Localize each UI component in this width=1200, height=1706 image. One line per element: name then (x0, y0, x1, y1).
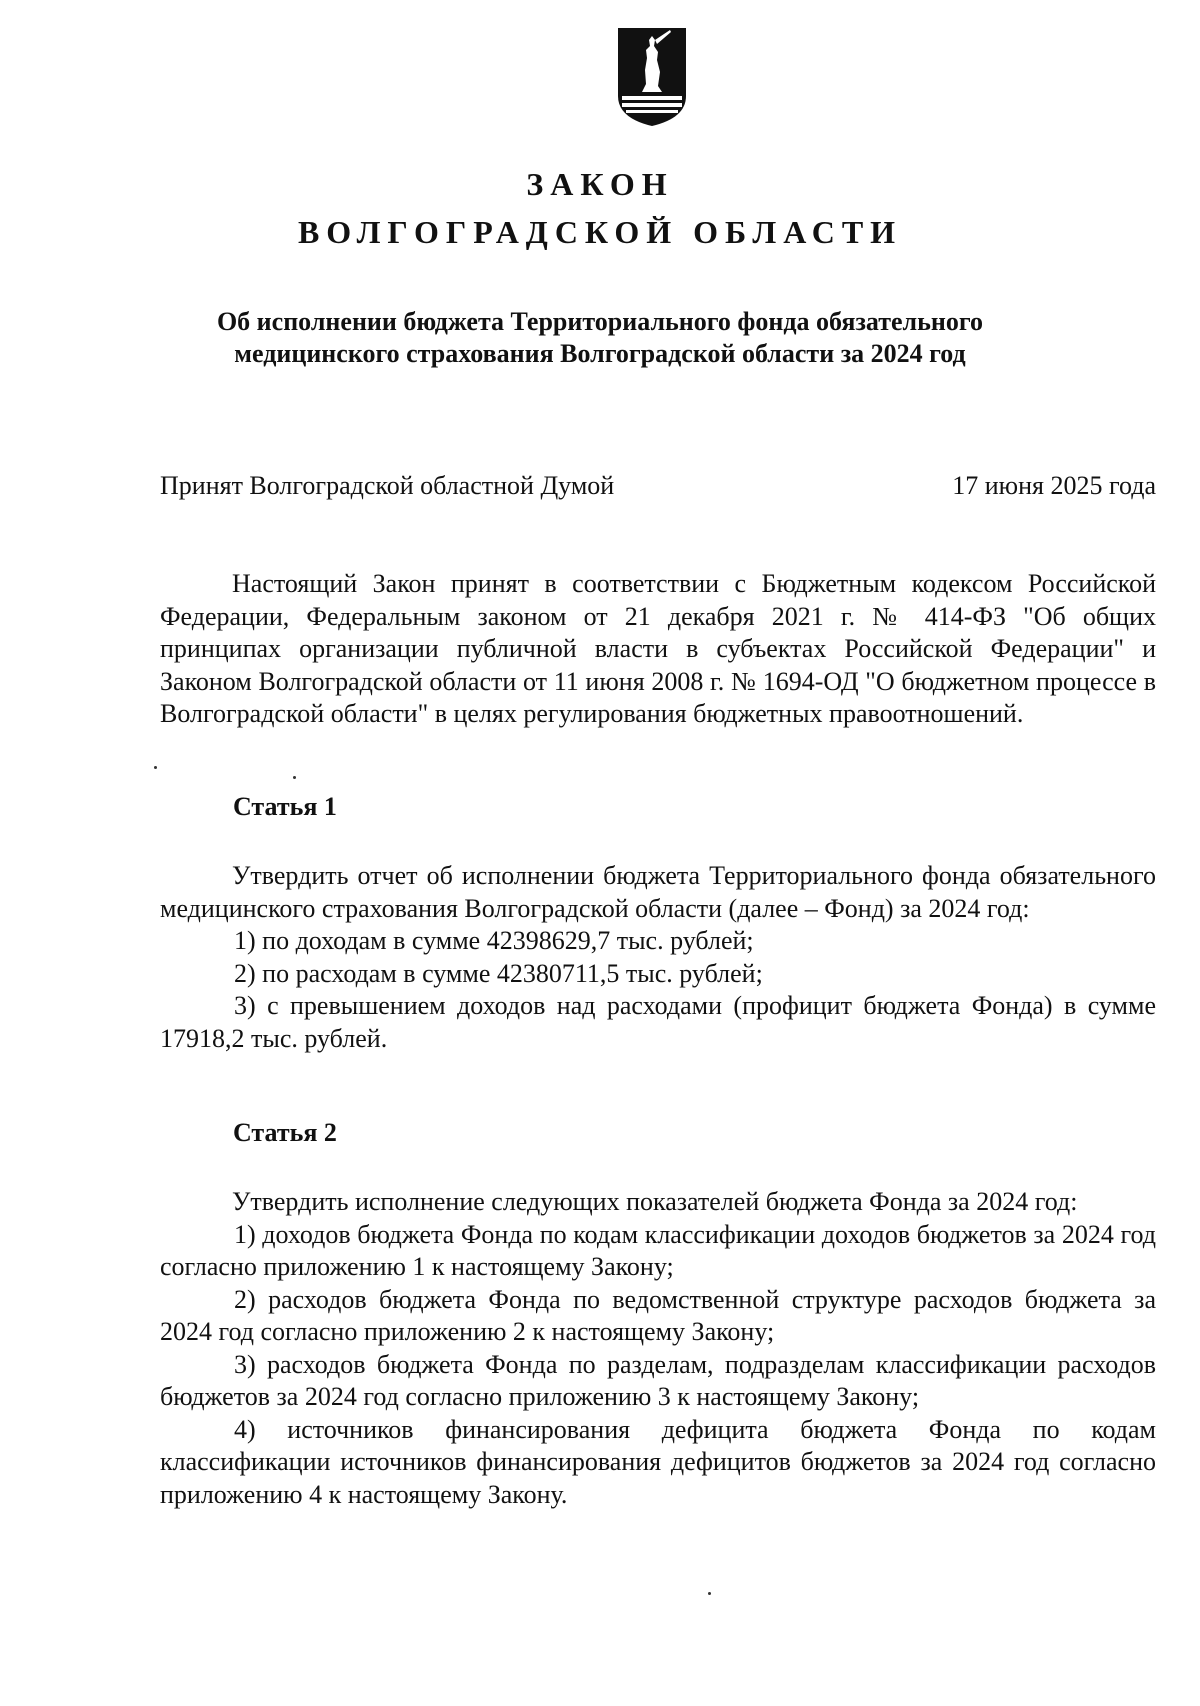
article-1-heading: Статья 1 (233, 792, 337, 821)
adoption-line (160, 470, 1156, 502)
law-subject (200, 306, 1000, 370)
article-2-intro: Утвердить исполнение следующих показателей бюджета Фонда за 2024 год: (232, 1187, 1078, 1216)
adoption-date: 17 июня 2025 года (952, 471, 1156, 500)
region-title: ВОЛГОГРАДСКОЙ ОБЛАСТИ (297, 214, 903, 250)
adopted-by: Принят Волгоградской областной Думой (160, 471, 615, 500)
scan-speck (154, 766, 157, 769)
list-item: 1) по доходам в сумме 42398629,7 тыс. рублей; (234, 926, 754, 955)
article-2-heading: Статья 2 (233, 1118, 337, 1147)
list-item: 2) расходов бюджета Фонда по ведомственной структуре расходов бюджета за 2024 год согласно приложению 2 к настоящему Закону; (160, 1284, 1156, 1346)
list-item: 2) по расходам в сумме 42380711,5 тыс. рублей; (234, 958, 763, 988)
article-1-body (160, 860, 1156, 1055)
preamble (160, 568, 1156, 731)
preamble-text: Настоящий Закон принят в соответствии с Бюджетным кодексом Российской Федерации, Федеральным законом от 21 декабря 2021 г. № 414-ФЗ "Об общих принципах организации публичной власти в субъектах Российской Федерации" и Законом Волгоградской области от 11 июня 2008 г. № 1694-ОД "О бюджетном процессе в Волгоградской области" в целях регулирования бюджетных правоотношений. (160, 569, 1156, 728)
list-item: 1) доходов бюджета Фонда по кодам классификации доходов бюджетов за 2024 год согласно приложению 1 к настоящему Закону; (160, 1219, 1156, 1281)
list-item: 3) с превышением доходов над расходами (профицит бюджета Фонда) в сумме 17918,2 тыс. рублей. (160, 991, 1156, 1053)
article-2-body (160, 1186, 1156, 1511)
law-subject-line: Об исполнении бюджета Территориального фонда обязательного (216, 307, 984, 336)
scan-speck (293, 776, 296, 779)
article-1-intro: Утвердить отчет об исполнении бюджета Территориального фонда обязательного медицинского страхования Волгоградской области (далее – Фонд) за 2024 год: (160, 861, 1156, 923)
coat-of-arms-icon (616, 26, 688, 128)
law-title: ЗАКОН (526, 166, 674, 202)
list-item: 4) источников финансирования дефицита бюджета Фонда по кодам классификации источников финансирования дефицитов бюджетов за 2024 год согласно приложению 4 к настоящему Закону. (160, 1414, 1156, 1509)
law-subject-line: медицинского страхования Волгоградской области за 2024 год (234, 339, 966, 368)
list-item: 3) расходов бюджета Фонда по разделам, подразделам классификации расходов бюджетов за 2024 год согласно приложению 3 к настоящему Закону; (160, 1349, 1156, 1411)
scan-speck (708, 1592, 711, 1595)
